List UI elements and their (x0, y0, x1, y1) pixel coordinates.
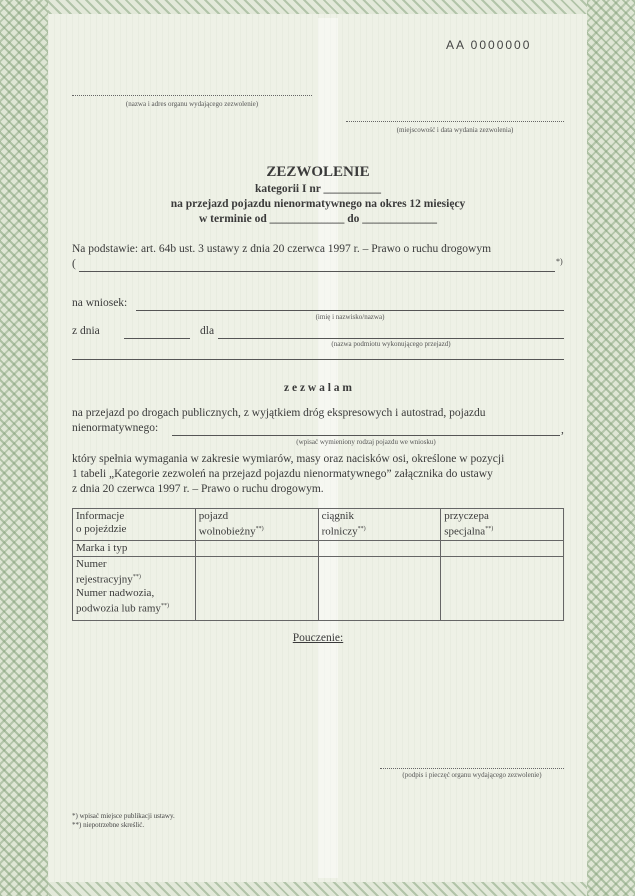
basis-text: Na podstawie: art. 64b ust. 3 ustawy z dnia 20 czerwca 1997 r. – Prawo o ruchu drogowym (72, 243, 492, 255)
instruction-heading: Pouczenie: (292, 632, 344, 644)
requirements-line-3: z dnia 20 czerwca 1997 r. – Prawo o ruchu drogowym. (72, 483, 324, 495)
cell-make-tractor[interactable] (318, 541, 441, 557)
decision-heading: z e z w a l a m (283, 382, 353, 394)
header-tractor[interactable]: ciągnik rolniczy**) (318, 509, 441, 541)
request-date-field[interactable] (124, 337, 190, 339)
term-line: w terminie od _____________ do _____________ (199, 213, 437, 225)
vehicle-field[interactable] (172, 434, 560, 436)
entity-caption: (nazwa podmiotu wykonującego przejazd) (331, 340, 451, 348)
entity-field-continued[interactable] (72, 358, 564, 360)
header-trailer[interactable]: przyczepa specjalna**) (441, 509, 564, 541)
cell-make-trailer[interactable] (441, 541, 564, 557)
request-field[interactable] (136, 309, 564, 311)
serial-number: AA 0000000 (446, 38, 532, 52)
cell-registration-tractor[interactable] (318, 557, 441, 621)
requirements-line-2: 1 tabeli „Kategorie zezwoleń na przejazd pojazdu nienormatywnego” załącznika do ustawy (72, 468, 493, 480)
entity-field[interactable] (218, 337, 564, 339)
table-header-row (73, 509, 564, 541)
purpose-line: na przejazd pojazdu nienormatywnego na okres 12 miesięcy (170, 198, 466, 210)
cell-registration-trailer[interactable] (441, 557, 564, 621)
cell-make-self-propelled[interactable] (195, 541, 318, 557)
place-date-field[interactable] (346, 120, 564, 122)
cell-registration-self-propelled[interactable] (195, 557, 318, 621)
vehicle-table (72, 508, 564, 621)
for-label: dla (200, 325, 215, 337)
request-label: na wniosek: (72, 297, 128, 309)
vehicle-comma: , (561, 424, 564, 436)
basis-paren-open: ( (72, 258, 76, 270)
permission-text-2: nienormatywnego: (72, 422, 159, 434)
date-label: z dnia (72, 325, 100, 337)
table-row (73, 541, 564, 557)
permission-text-1: na przejazd po drogach publicznych, z wyjątkiem dróg ekspresowych i autostrad, pojazdu (72, 407, 486, 419)
basis-paren-close: *) (556, 257, 563, 266)
header-vehicle-info: Informacje o pojeździe (73, 509, 196, 541)
requirements-line-1: który spełnia wymagania w zakresie wymiarów, masy oraz nacisków osi, określone w pozycji (72, 453, 505, 465)
signature-field[interactable] (380, 767, 564, 769)
header-self-propelled[interactable]: pojazd wolnobieżny**) (195, 509, 318, 541)
request-caption: (imię i nazwisko/nazwa) (315, 313, 385, 321)
vehicle-caption: (wpisać wymieniony rodzaj pojazdu we wniosku) (296, 438, 436, 446)
issuer-field[interactable] (72, 94, 312, 96)
footnote-1: *) wpisać miejsce publikacji ustawy. (72, 812, 175, 820)
table-row (73, 557, 564, 621)
footnote-2: **) niepotrzebne skreślić. (72, 821, 145, 829)
place-date-caption: (miejscowość i data wydania zezwolenia) (396, 126, 514, 134)
basis-field[interactable] (79, 270, 555, 272)
signature-caption: (podpis i pieczęć organu wydającego zezwolenie) (402, 771, 542, 779)
row-make-type-label: Marka i typ (73, 541, 196, 557)
issuer-caption: (nazwa i adres organu wydającego zezwolenie) (125, 100, 259, 108)
row-registration-label: Numer rejestracyjny**) Numer nadwozia, podwozia lub ramy**) (73, 557, 196, 621)
document-title: ZEZWOLENIE (266, 164, 370, 180)
category-line: kategorii I nr __________ (255, 183, 381, 195)
